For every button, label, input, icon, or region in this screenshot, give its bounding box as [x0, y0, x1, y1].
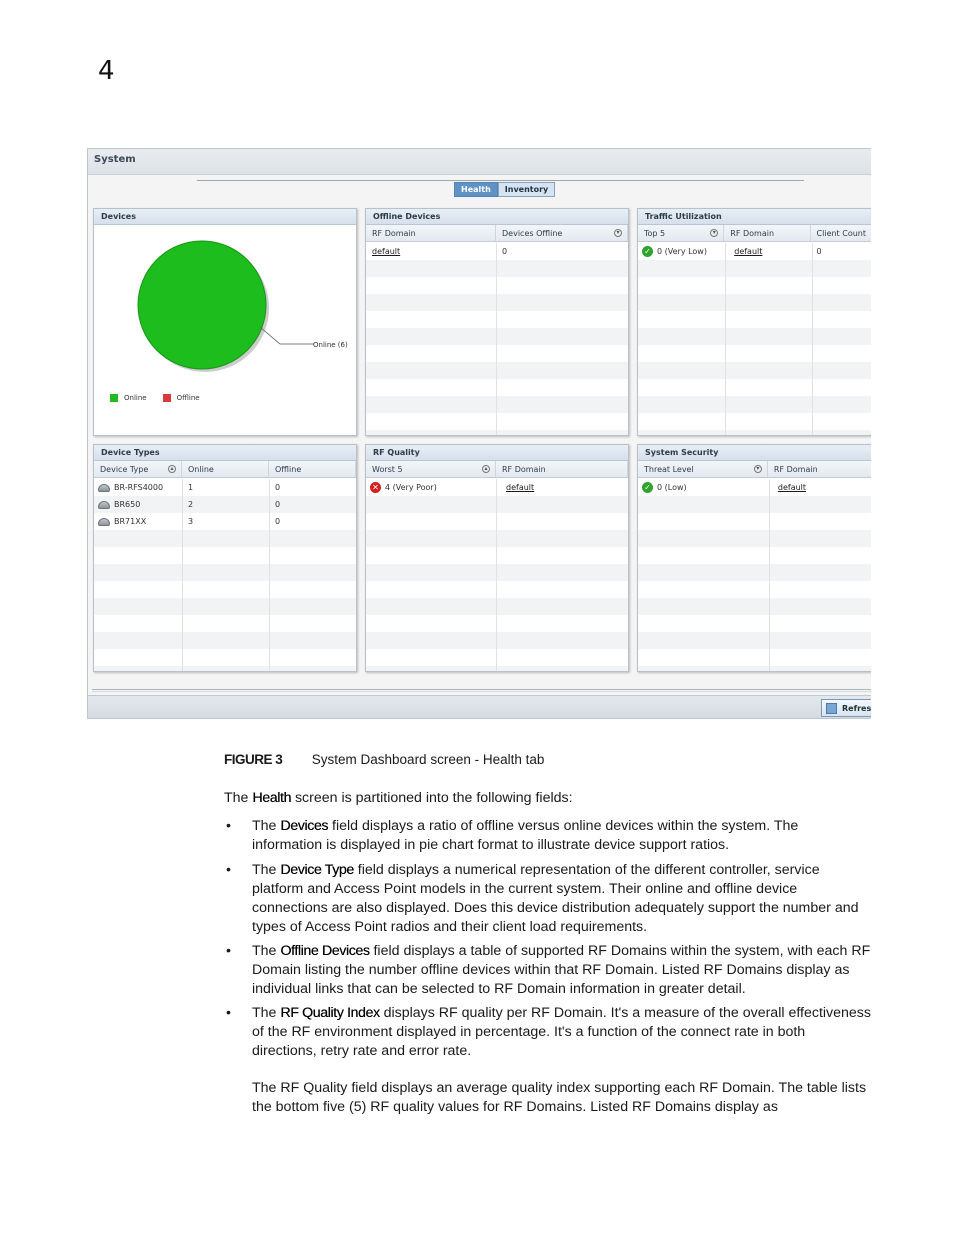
column-divider [496, 479, 497, 671]
check-circle-icon: ✓ [642, 246, 653, 257]
table-row[interactable] [94, 479, 356, 496]
figure-caption [224, 752, 544, 767]
row-stripes [638, 479, 871, 671]
column-header-devices-offline[interactable] [496, 225, 628, 241]
column-header-rf-domain[interactable]: RF Domain [496, 461, 628, 477]
bullet-item-devices [226, 817, 876, 855]
device-type-cell [94, 513, 182, 530]
device-types-panel [93, 444, 357, 672]
offline-cell: 0 [275, 517, 281, 526]
bullet-text [252, 942, 872, 999]
rf-domain-link[interactable]: default [777, 483, 807, 492]
table-header [638, 225, 871, 242]
legend-swatch-offline [163, 394, 171, 402]
bullet-dot: • [226, 862, 231, 878]
pie-slice-online [138, 241, 266, 369]
column-header-offline[interactable]: Offline [269, 461, 356, 477]
system-security-panel [637, 444, 871, 672]
bullet-bold: RF Quality Index [280, 1005, 380, 1021]
row-stripes [366, 479, 628, 671]
device-type-name: BR-RFS4000 [114, 483, 164, 492]
window-title: System [88, 149, 871, 175]
figure-label: FIGURE 3 [224, 752, 283, 767]
table-row[interactable] [638, 243, 871, 260]
bullet-pre: The [252, 862, 281, 878]
column-divider [812, 243, 813, 435]
column-header-threat-level[interactable] [638, 461, 768, 477]
column-header-label: Device Type [100, 465, 149, 474]
system-dashboard-screenshot [87, 148, 871, 719]
online-cell: 1 [188, 483, 194, 492]
traffic-utilization-panel [637, 208, 871, 436]
refresh-button-label: Refres [842, 704, 871, 713]
offline-devices-panel [365, 208, 629, 436]
bullet-post: field displays a table of supported RF Domains within the system, with each RF Domain listing the number offline devices within that RF Domain. Listed RF Domains display as individual links that can be selected to RF Domain information in greater detail. [252, 943, 871, 997]
client-count-cell: 0 [816, 247, 822, 256]
panel-title: Devices [94, 209, 356, 225]
followup-paragraph: The RF Quality field displays an average quality index supporting each RF Domain. The table lists the bottom five (5) RF quality values for RF Domains. Listed RF Domains display as [252, 1080, 867, 1115]
table-row[interactable] [94, 513, 356, 530]
table-row[interactable] [94, 496, 356, 513]
offline-cell: 0 [275, 483, 281, 492]
bullet-post: displays RF quality per RF Domain. It's a measure of the overall effectiveness of the RF environment displayed in percentage. It's a function of the connect rate in both directions, retry rate and error rate. [252, 1005, 871, 1059]
table-row[interactable] [366, 243, 628, 260]
table-body [638, 479, 871, 671]
intro-paragraph [224, 789, 874, 808]
row-stripes [366, 243, 628, 435]
pie-legend [110, 394, 200, 402]
table-header [94, 461, 356, 478]
legend-item-online [110, 394, 147, 402]
intro-bold: Health [252, 790, 292, 806]
devices-panel [93, 208, 357, 436]
online-cell: 2 [188, 500, 194, 509]
legend-item-offline [163, 394, 200, 402]
access-point-icon [98, 501, 110, 509]
device-type-cell [94, 479, 182, 496]
panel-title: Traffic Utilization [638, 209, 871, 225]
legend-label-offline: Offline [176, 394, 200, 402]
pie-leader-line [260, 327, 314, 344]
rf-domain-cell [366, 243, 496, 260]
column-header-worst-5[interactable] [366, 461, 496, 477]
device-type-name: BR650 [114, 500, 141, 509]
table-body [366, 479, 628, 671]
bullet-dot: • [226, 818, 231, 834]
column-header-client-count[interactable]: Client Count [811, 225, 871, 241]
bullet-text [252, 861, 872, 937]
online-cell: 3 [188, 517, 194, 526]
bottom-divider [92, 689, 871, 692]
bullet-post: field displays a numerical representation of the different controller, service platform and Access Point models in the current system. Their online and offline device connections are also displayed. Does this device distribution adequately support the number and types of Access Point radios and their client load requirements. [252, 862, 859, 935]
column-header-rf-domain[interactable]: RF Domain [768, 461, 871, 477]
bullet-bold: Devices [280, 818, 329, 834]
devices-offline-cell: 0 [502, 247, 508, 256]
panel-title: Offline Devices [366, 209, 628, 225]
table-body [94, 479, 356, 671]
chapter-number: 4 [98, 56, 115, 86]
rf-domain-link[interactable]: default [506, 483, 535, 492]
column-divider [496, 243, 497, 435]
panel-title: Device Types [94, 445, 356, 461]
footer-bar [88, 695, 871, 719]
bullet-pre: The [252, 818, 281, 834]
table-header [366, 225, 628, 242]
bullet-post: field displays a ratio of offline versus online devices within the system. The information is displayed in pie chart format to illustrate device support ratios. [252, 818, 799, 853]
device-type-cell [94, 496, 182, 513]
worst-5-cell [366, 479, 496, 496]
refresh-button[interactable] [821, 699, 871, 717]
bullet-pre: The [252, 1005, 281, 1021]
device-type-name: BR71XX [114, 517, 147, 526]
rf-quality-level: 4 (Very Poor) [385, 483, 437, 492]
bullet-item-rf-quality [226, 1004, 876, 1061]
row-stripes [638, 243, 871, 435]
column-header-online[interactable]: Online [182, 461, 269, 477]
traffic-level: 0 (Very Low) [657, 247, 707, 256]
table-header [366, 461, 628, 478]
access-point-icon [98, 518, 110, 526]
column-header-device-type[interactable] [94, 461, 182, 477]
rf-domain-cell [496, 479, 628, 496]
legend-label-online: Online [124, 394, 147, 402]
rf-quality-panel [365, 444, 629, 672]
sort-icon[interactable]: ▾ [710, 229, 718, 237]
column-divider [769, 479, 770, 671]
sort-icon[interactable]: ▾ [614, 229, 622, 237]
check-circle-icon: ✓ [642, 482, 653, 493]
tab-bar [454, 182, 555, 197]
refresh-icon [826, 703, 837, 714]
router-icon [98, 484, 110, 492]
bullet-dot: • [226, 943, 231, 959]
bullet-pre: The [252, 943, 281, 959]
bullet-text [252, 817, 872, 855]
table-row[interactable] [638, 479, 871, 496]
column-header-top-5[interactable] [638, 225, 724, 241]
panel-title: RF Quality [366, 445, 628, 461]
threat-level-cell [638, 479, 768, 496]
bullet-item-device-type [226, 861, 876, 937]
legend-swatch-online [110, 394, 118, 402]
column-header-label: Devices Offline [502, 229, 563, 238]
threat-level-value: 0 (Low) [657, 483, 687, 492]
intro-pre: The [224, 790, 253, 806]
rf-domain-cell [724, 243, 810, 260]
error-circle-icon: ✕ [370, 482, 381, 493]
column-header-label: Top 5 [644, 229, 666, 238]
table-row[interactable] [366, 479, 628, 496]
figure-caption-text: System Dashboard screen - Health tab [311, 752, 545, 767]
table-header [638, 461, 871, 478]
top-5-cell [638, 243, 724, 260]
bullet-text [252, 1004, 872, 1061]
rf-domain-link[interactable]: default [372, 247, 401, 256]
panel-title: System Security [638, 445, 871, 461]
table-body [366, 243, 628, 435]
bullet-item-offline-devices [226, 942, 876, 999]
sort-icon[interactable]: ▴ [482, 465, 490, 473]
column-header-rf-domain[interactable]: RF Domain [724, 225, 810, 241]
bullet-bold: Offline Devices [280, 943, 370, 959]
sort-icon[interactable]: ▾ [754, 465, 762, 473]
dashboard-body [88, 175, 871, 718]
bullet-bold: Device Type [280, 862, 354, 878]
pie-annotation: Online (6) [313, 341, 348, 349]
intro-post: screen is partitioned into the following fields: [291, 790, 573, 806]
tab-divider [197, 180, 804, 181]
tab-inventory[interactable]: Inventory [498, 182, 556, 197]
tab-health[interactable]: Health [454, 182, 498, 197]
rf-domain-cell [768, 479, 871, 496]
column-header-rf-domain[interactable]: RF Domain [366, 225, 496, 241]
offline-cell: 0 [275, 500, 281, 509]
column-divider [725, 243, 726, 435]
column-header-label: Worst 5 [372, 465, 403, 474]
sort-icon[interactable]: ▴ [168, 465, 176, 473]
devices-pie-chart [94, 227, 356, 387]
bullet-dot: • [226, 1005, 231, 1021]
column-header-label: Threat Level [644, 465, 694, 474]
table-body [638, 243, 871, 435]
rf-domain-link[interactable]: default [734, 247, 763, 256]
